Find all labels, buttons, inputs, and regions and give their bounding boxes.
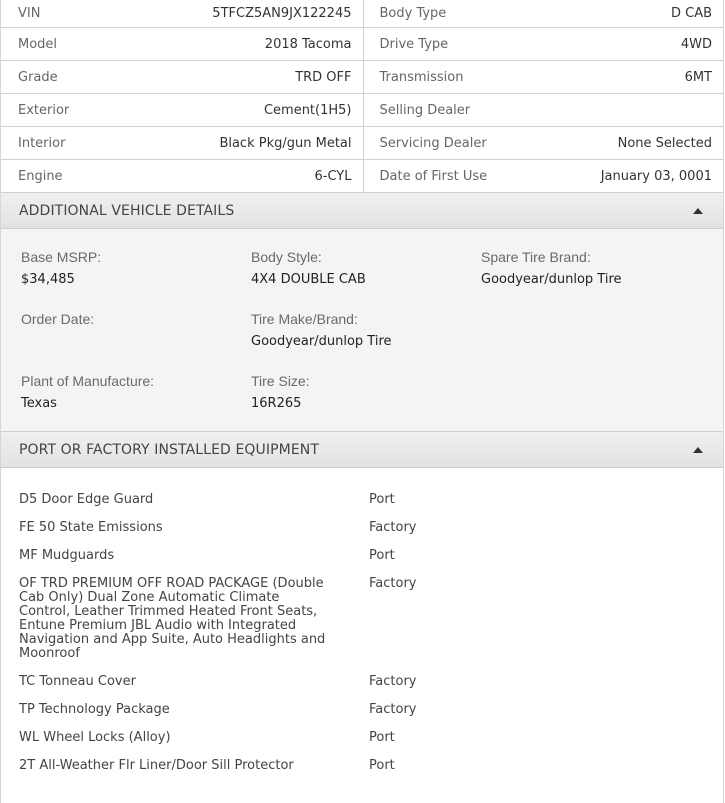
equipment-name: MF Mudguards xyxy=(19,548,115,563)
equipment-list xyxy=(1,468,723,803)
equipment-row xyxy=(19,493,723,514)
detail-label: Spare Tire Brand: xyxy=(481,249,591,265)
spec-row-interior xyxy=(1,127,363,160)
detail-base-msrp xyxy=(21,249,251,293)
spec-value: January 03, 0001 xyxy=(600,168,712,184)
spec-label: Grade xyxy=(18,69,58,85)
equipment-type: Port xyxy=(369,758,395,773)
caret-up-icon[interactable] xyxy=(693,447,703,453)
spec-value: D CAB xyxy=(670,6,712,21)
equipment-name: 2T All-Weather Flr Liner/Door Sill Protector xyxy=(19,758,294,773)
spec-row-transmission xyxy=(364,61,724,94)
detail-empty xyxy=(481,311,711,355)
detail-order-date xyxy=(21,311,251,355)
detail-spare-tire-brand xyxy=(481,249,711,293)
spec-column-left xyxy=(1,0,363,193)
equipment-type: Port xyxy=(369,548,395,563)
spec-row-servicing-dealer xyxy=(364,127,724,160)
spec-value: 6MT xyxy=(684,69,712,85)
detail-tire-make xyxy=(251,311,481,355)
equipment-header[interactable] xyxy=(1,432,723,468)
additional-details-body xyxy=(1,229,723,432)
detail-label: Tire Make/Brand: xyxy=(251,311,358,327)
section-title: PORT OR FACTORY INSTALLED EQUIPMENT xyxy=(19,441,319,458)
spec-label: Interior xyxy=(18,135,66,151)
spec-label: Drive Type xyxy=(379,36,449,52)
detail-value: Goodyear/dunlop Tire xyxy=(481,272,622,287)
detail-plant xyxy=(21,373,251,417)
spec-row-exterior xyxy=(1,94,363,127)
equipment-name: OF TRD PREMIUM OFF ROAD PACKAGE (Double Cab Only) Dual Zone Automatic Climate Control, Leather Trimmed Heated Front Seats, Entune Premium JBL Audio with Integrated Navigation and App Suite, Auto Headlights and Moonroof xyxy=(19,576,326,661)
spec-row-grade xyxy=(1,61,363,94)
equipment-name: D5 Door Edge Guard xyxy=(19,492,154,507)
equipment-name: TP Technology Package xyxy=(19,702,170,717)
spec-value: Cement(1H5) xyxy=(263,102,352,118)
spec-row-selling-dealer xyxy=(364,94,724,127)
equipment-name: WL Wheel Locks (Alloy) xyxy=(19,730,171,745)
equipment-name: FE 50 State Emissions xyxy=(19,520,163,535)
equipment-row xyxy=(19,759,723,780)
spec-grid xyxy=(1,0,723,193)
equipment-row xyxy=(19,703,723,724)
equipment-row xyxy=(19,549,723,570)
additional-details-header[interactable] xyxy=(1,193,723,229)
spec-value: Black Pkg/gun Metal xyxy=(219,135,352,151)
detail-label: Base MSRP: xyxy=(21,249,102,265)
spec-value: 6-CYL xyxy=(314,168,352,184)
detail-label: Order Date: xyxy=(21,311,95,327)
spec-row-model xyxy=(1,28,363,61)
spec-label: VIN xyxy=(18,6,41,21)
spec-label: Engine xyxy=(18,168,63,184)
equipment-row xyxy=(19,675,723,696)
spec-value: 5TFCZ5AN9JX122245 xyxy=(212,6,352,21)
equipment-type: Factory xyxy=(369,702,417,717)
equipment-type: Factory xyxy=(369,674,417,689)
spec-value: 2018 Tacoma xyxy=(264,36,352,52)
equipment-row xyxy=(19,521,723,542)
spec-label: Date of First Use xyxy=(379,168,488,184)
spec-row-drive-type xyxy=(364,28,724,61)
detail-label: Plant of Manufacture: xyxy=(21,373,155,389)
spec-value: None Selected xyxy=(617,135,712,151)
detail-label: Body Style: xyxy=(251,249,322,265)
equipment-type: Factory xyxy=(369,576,417,591)
spec-value: 4WD xyxy=(680,36,712,52)
detail-body-style xyxy=(251,249,481,293)
equipment-row xyxy=(19,577,723,661)
equipment-name: TC Tonneau Cover xyxy=(19,674,136,689)
detail-value: Texas xyxy=(21,396,57,411)
spec-label: Transmission xyxy=(379,69,464,85)
spec-row-vin xyxy=(1,0,363,28)
spec-row-engine xyxy=(1,160,363,193)
spec-column-right xyxy=(363,0,724,193)
detail-tire-size xyxy=(251,373,481,417)
equipment-type: Port xyxy=(369,492,395,507)
spec-label: Exterior xyxy=(18,102,70,118)
spec-label: Model xyxy=(18,36,58,52)
detail-value: Goodyear/dunlop Tire xyxy=(251,334,392,349)
spec-label: Body Type xyxy=(379,6,447,21)
equipment-type: Port xyxy=(369,730,395,745)
spec-value: TRD OFF xyxy=(295,69,352,85)
detail-value: $34,485 xyxy=(21,272,75,287)
detail-value: 16R265 xyxy=(251,396,302,411)
spec-label: Selling Dealer xyxy=(379,102,471,118)
equipment-row xyxy=(19,731,723,752)
caret-up-icon[interactable] xyxy=(693,208,703,214)
spec-label: Servicing Dealer xyxy=(379,135,487,151)
section-title: ADDITIONAL VEHICLE DETAILS xyxy=(19,202,235,219)
spec-row-body-type xyxy=(364,0,724,28)
detail-value: 4X4 DOUBLE CAB xyxy=(251,272,366,287)
detail-label: Tire Size: xyxy=(251,373,310,389)
equipment-type: Factory xyxy=(369,520,417,535)
spec-row-date-first-use xyxy=(364,160,724,193)
